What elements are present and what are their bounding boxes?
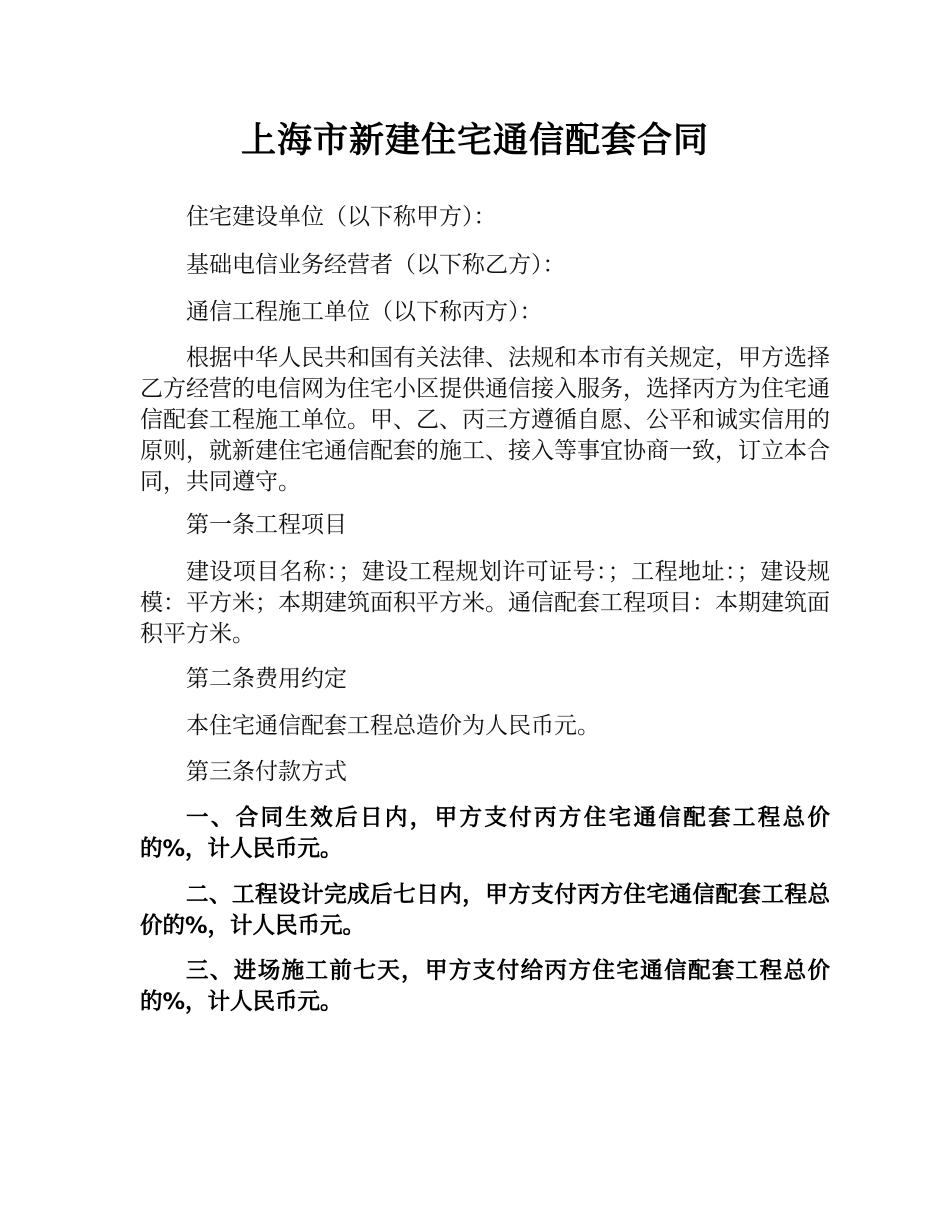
article-1-body: 建设项目名称：；建设工程规划许可证号：；工程地址：；建设规模：平方米；本期建筑面积平方米。通信配套工程项目：本期建筑面积平方米。 bbox=[140, 559, 830, 647]
article-2-body: 本住宅通信配套工程总造价为人民币元。 bbox=[186, 713, 600, 739]
preamble-paragraph: 根据中华人民共和国有关法律、法规和本市有关规定，甲方选择乙方经营的电信网为住宅小区提供通信接入服务，选择丙方为住宅通信配套工程施工单位。甲、乙、丙三方遵循自愿、公平和诚实信用的原则，就新建住宅通信配套的施工、接入等事宜协商一致，订立本合同，共同遵守。 bbox=[140, 345, 830, 495]
article-2-heading: 第二条费用约定 bbox=[186, 666, 347, 692]
article-3-heading: 第三条付款方式 bbox=[186, 759, 347, 785]
party-b-line: 基础电信业务经营者（以下称乙方）： bbox=[186, 252, 566, 278]
party-c-line: 通信工程施工单位（以下称丙方）： bbox=[186, 299, 543, 325]
payment-clause-3: 三、进场施工前七天，甲方支付给丙方住宅通信配套工程总价的%，计人民币元。 bbox=[140, 958, 830, 1015]
payment-clause-1: 一、合同生效后日内，甲方支付丙方住宅通信配套工程总价的%，计人民币元。 bbox=[140, 805, 830, 862]
article-1-heading: 第一条工程项目 bbox=[186, 512, 347, 538]
party-a-line: 住宅建设单位（以下称甲方）： bbox=[186, 204, 497, 230]
document-title: 上海市新建住宅通信配套合同 bbox=[240, 121, 709, 161]
payment-clause-2: 二、工程设计完成后七日内，甲方支付丙方住宅通信配套工程总价的%，计人民币元。 bbox=[140, 882, 830, 939]
